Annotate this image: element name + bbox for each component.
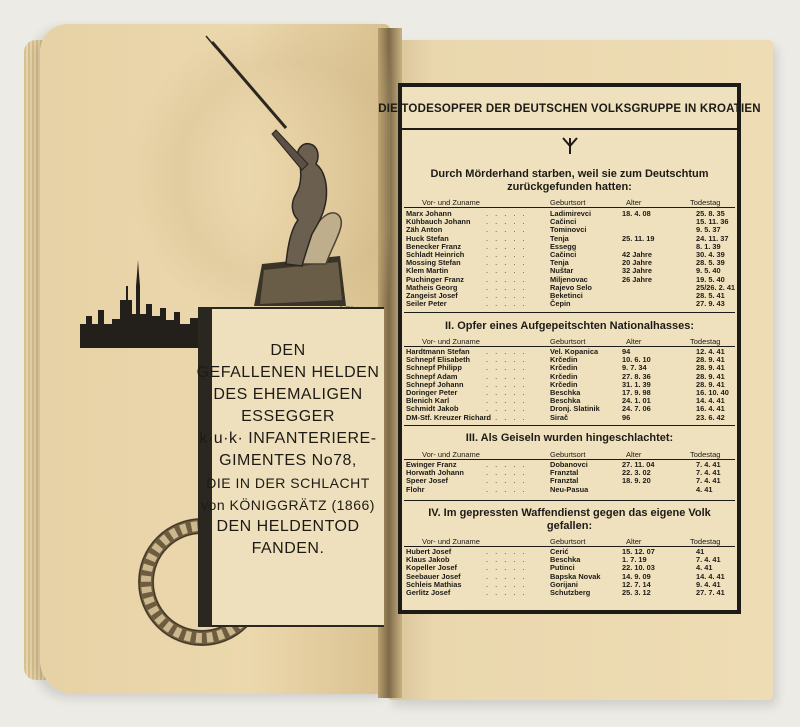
cell-age: 22. 3. 02 [622,468,651,478]
cell-age: 10. 6. 10 [622,355,651,365]
leader-dots: . . . . . [486,233,527,243]
life-rune-icon [560,132,580,156]
section-rows [400,210,739,308]
cell-name: Huck Stefan [406,233,449,243]
cell-death-date: 28. 9. 41 [696,363,725,373]
cell-name: Kopeller Josef [406,563,457,573]
cell-birthplace: Beschka [550,387,581,397]
cell-age: 18. 4. 08 [622,209,651,218]
col-date-header: Todestag [690,198,721,207]
cell-death-date: 9. 5. 40 [696,266,721,276]
cell-birthplace: Rajevo Selo [550,282,592,292]
cell-name: Mossing Stefan [406,258,461,268]
col-name-header: Vor- und Zuname [422,537,480,546]
cell-birthplace: Dronj. Slatinik [550,404,600,414]
col-date-header: Todestag [690,337,721,346]
leader-dots: . . . . . [486,371,527,381]
cell-name: Schnepf Johann [406,379,464,389]
section-rows [400,548,739,597]
table-row [400,300,739,308]
cell-name: Zangeist Josef [406,290,458,300]
cell-name: Blenich Karl [406,396,450,406]
cell-birthplace: Tenja [550,258,569,268]
cell-birthplace: Krčedin [550,363,578,373]
cell-death-date: 7. 4. 41 [696,555,721,565]
cell-age: 15. 12. 07 [622,547,655,556]
page-title: DIE TODESOPFER DER DEUTSCHEN VOLKSGRUPPE IN KROATIEN [378,103,761,115]
cell-death-date: 30. 4. 39 [696,249,725,259]
leader-dots: . . . . . [486,299,527,309]
cell-name: Marx Johann [406,209,452,218]
col-age-header: Alter [626,198,642,207]
col-birthplace-header: Geburtsort [550,337,586,346]
cell-name: Puchinger Franz [406,274,464,284]
cell-name: Seiler Peter [406,299,447,309]
cell-age: 25. 11. 19 [622,233,655,243]
cell-age: 1. 7. 19 [622,555,647,565]
section-title-line: II. Opfer eines Aufgepeitschten Nationalhasses: [445,320,694,332]
cell-name: Schmidt Jakob [406,404,459,414]
cell-death-date: 4. 41 [696,484,713,494]
table-row [400,226,739,234]
col-name-header: Vor- und Zuname [422,198,480,207]
col-name-header: Vor- und Zuname [422,337,480,346]
cell-birthplace: Ladimirevci [550,209,592,218]
cell-death-date: 28. 9. 41 [696,355,725,365]
cell-death-date: 25/26. 2. 41 [696,282,736,292]
cell-birthplace: Gorijani [550,579,578,589]
cell-age: 12. 7. 14 [622,579,651,589]
leader-dots: . . . . . [486,290,527,300]
cell-birthplace: Krčedin [550,379,578,389]
cell-name: Schnepf Philipp [406,363,462,373]
leader-dots: . . . . . [486,476,527,486]
cell-age: 27. 11. 04 [622,460,655,469]
dedication-line: von KÖNIGGRÄTZ (1866) [201,497,375,513]
leader-dots: . . . . . [486,468,527,478]
cell-death-date: 19. 5. 40 [696,274,725,284]
cell-name: Doringer Peter [406,387,458,397]
section-title-line: III. Als Geiseln wurden hingeschlachtet: [465,432,674,444]
cell-birthplace: Miljenovac [550,274,588,284]
cell-death-date: 27. 7. 41 [696,587,725,597]
cell-birthplace: Krčedin [550,355,578,365]
cell-birthplace: Essegg [550,241,577,251]
dedication-line: DEN HELDENTOD [216,518,360,535]
cell-birthplace: Bapska Novak [550,571,601,581]
leader-dots: . . . . . [486,587,527,597]
cell-name: Gerlitz Josef [406,587,451,597]
cell-name: Horwath Johann [406,468,464,478]
leader-dots: . . . . . [486,363,527,373]
cell-name: Matheis Georg [406,282,458,292]
cell-death-date: 8. 1. 39 [696,241,721,251]
cell-name: DM-Stf. Kreuzer Richard [406,412,492,422]
cell-name: Hubert Josef [406,547,452,556]
col-date-header: Todestag [690,537,721,546]
cell-death-date: 16. 4. 41 [696,404,725,414]
cell-death-date: 28. 5. 39 [696,258,725,268]
cell-age: 32 Jahre [622,266,652,276]
table-row [400,589,739,597]
dedication-line: GIMENTES No78, [219,452,357,469]
cell-birthplace: Franztal [550,476,579,486]
dedication-line: DIE IN DER SCHLACHT [206,475,370,491]
cell-death-date: 23. 6. 42 [696,412,725,422]
cell-birthplace: Putinci [550,563,575,573]
cell-birthplace: Tenja [550,233,569,243]
cell-death-date: 15. 11. 36 [696,217,729,227]
cell-age: 14. 9. 09 [622,571,651,581]
cell-death-date: 28. 9. 41 [696,379,725,389]
cell-name: Schladt Heinrich [406,249,465,259]
cell-birthplace: Neu-Pasua [550,484,589,494]
leader-dots: . . . . . [486,225,527,235]
section-rows [400,461,739,494]
leader-dots: . . . . . [486,355,527,365]
col-birthplace-header: Geburtsort [550,198,586,207]
cell-death-date: 16. 10. 40 [696,387,729,397]
leader-dots: . . . . . [486,547,527,556]
divider [404,312,735,313]
cell-name: Speer Josef [406,476,448,486]
cell-age: 31. 1. 39 [622,379,651,389]
leader-dots: . . . . . [486,555,527,565]
divider [404,207,735,208]
leader-dots: . . . . . [486,396,527,406]
leader-dots: . . . . . [486,571,527,581]
section-title [400,168,739,194]
col-birthplace-header: Geburtsort [550,450,586,459]
cell-name: Schnepf Elisabeth [406,355,471,365]
section-title-line: gefallen: [546,520,593,532]
cell-death-date: 28. 9. 41 [696,371,725,381]
cell-birthplace: Sirač [550,412,569,422]
cell-age: 25. 3. 12 [622,587,651,597]
section-title [400,320,739,333]
leader-dots: . . . . . [486,460,527,469]
cell-age: 22. 10. 03 [622,563,655,573]
section-title [400,507,739,533]
leader-dots: . . . . . [486,379,527,389]
leader-dots: . . . . . [486,266,527,276]
cell-birthplace: Beschka [550,396,581,406]
cell-age: 24. 7. 06 [622,404,651,414]
cell-birthplace: Vel. Kopanica [550,347,599,356]
dedication-line: DES EHEMALIGEN [213,386,363,403]
cell-birthplace: Franztal [550,468,579,478]
table-row [400,414,739,422]
cell-birthplace: Tominovci [550,225,587,235]
dedication-line: DEN [270,342,306,359]
dedication-line: FANDEN. [251,540,325,557]
cell-birthplace: Beketinci [550,290,583,300]
cell-name: Ewinger Franz [406,460,457,469]
col-age-header: Alter [626,337,642,346]
leader-dots: . . . . . [486,282,527,292]
cell-birthplace: Krčedin [550,371,578,381]
list-header [378,90,761,130]
leader-dots: . . . . . [486,249,527,259]
cell-death-date: 9. 5. 37 [696,225,721,235]
leader-dots: . . . . . [486,217,527,227]
cell-name: Kühbauch Johann [406,217,471,227]
cell-birthplace: Čepin [550,299,571,309]
cell-death-date: 27. 9. 43 [696,299,725,309]
section-title [400,432,739,445]
dedication-line: GEFALLENEN HELDEN [196,364,380,381]
dedication-text [190,340,386,560]
cell-birthplace: Cačinci [550,249,577,259]
leader-dots: . . . . . [486,258,527,268]
dedication-line: ESSEGGER [241,408,335,425]
cell-birthplace: Nuštar [550,266,574,276]
col-date-header: Todestag [690,450,721,459]
cell-death-date: 41 [696,547,705,556]
leader-dots: . . . . . [486,241,527,251]
leader-dots: . . . . . [486,387,527,397]
cell-name: Zäh Anton [406,225,443,235]
cell-death-date: 28. 5. 41 [696,290,725,300]
leader-dots: . . . . . [486,404,527,414]
cell-name: Flohr [406,484,425,494]
cell-age: 96 [622,412,631,422]
cell-death-date: 24. 11. 37 [696,233,729,243]
cell-age: 42 Jahre [622,249,652,259]
cell-death-date: 25. 8. 35 [696,209,725,218]
cell-age: 9. 7. 34 [622,363,647,373]
cell-death-date: 7. 4. 41 [696,476,721,486]
cell-name: Klem Martin [406,266,449,276]
leader-dots: . . . . . [486,563,527,573]
col-name-header: Vor- und Zuname [422,450,480,459]
cell-death-date: 4. 41 [696,563,713,573]
section-title-line: Durch Mörderhand starben, weil sie zum Deutschtum [430,168,709,180]
cell-birthplace: Dobanovci [550,460,588,469]
table-row [400,486,739,494]
divider [404,500,735,501]
cell-name: Schnepf Adam [406,371,458,381]
divider [404,425,735,426]
cell-name: Seebauer Josef [406,571,461,581]
cell-age: 18. 9. 20 [622,476,651,486]
cell-name: Benecker Franz [406,241,462,251]
cell-death-date: 7. 4. 41 [696,468,721,478]
cell-name: Schleis Mathias [406,579,462,589]
cell-age: 94 [622,347,631,356]
cell-birthplace: Cačinci [550,217,577,227]
cell-birthplace: Beschka [550,555,581,565]
section-rows [400,348,739,422]
cell-birthplace: Schutzberg [550,587,591,597]
leader-dots: . . . . . [486,209,527,218]
divider [404,546,735,547]
cell-death-date: 12. 4. 41 [696,347,725,356]
leader-dots: . . . . . [486,347,527,356]
cell-age: 17. 9. 98 [622,387,651,397]
cell-age: 27. 8. 36 [622,371,651,381]
cell-name: Hardtmann Stefan [406,347,470,356]
cell-death-date: 14. 4. 41 [696,396,725,406]
dedication-line: k·u·k· INFANTERIERE- [199,430,377,447]
cell-death-date: 14. 4. 41 [696,571,725,581]
leader-dots: . . . . . [486,274,527,284]
cell-age: 26 Jahre [622,274,652,284]
cell-birthplace: Cerić [550,547,569,556]
leader-dots: . . . . . [486,484,527,494]
leader-dots: . . . . . [486,412,527,422]
col-age-header: Alter [626,450,642,459]
section-title-line: zurückgefunden hatten: [507,181,632,193]
cell-age: 20 Jahre [622,258,652,268]
cell-death-date: 9. 4. 41 [696,579,721,589]
col-age-header: Alter [626,537,642,546]
col-birthplace-header: Geburtsort [550,537,586,546]
cell-name: Klaus Jakob [406,555,450,565]
section-title-line: IV. Im gepressten Waffendienst gegen das eigene Volk [428,507,711,519]
cell-death-date: 7. 4. 41 [696,460,721,469]
leader-dots: . . . . . [486,579,527,589]
cell-age: 24. 1. 01 [622,396,651,406]
